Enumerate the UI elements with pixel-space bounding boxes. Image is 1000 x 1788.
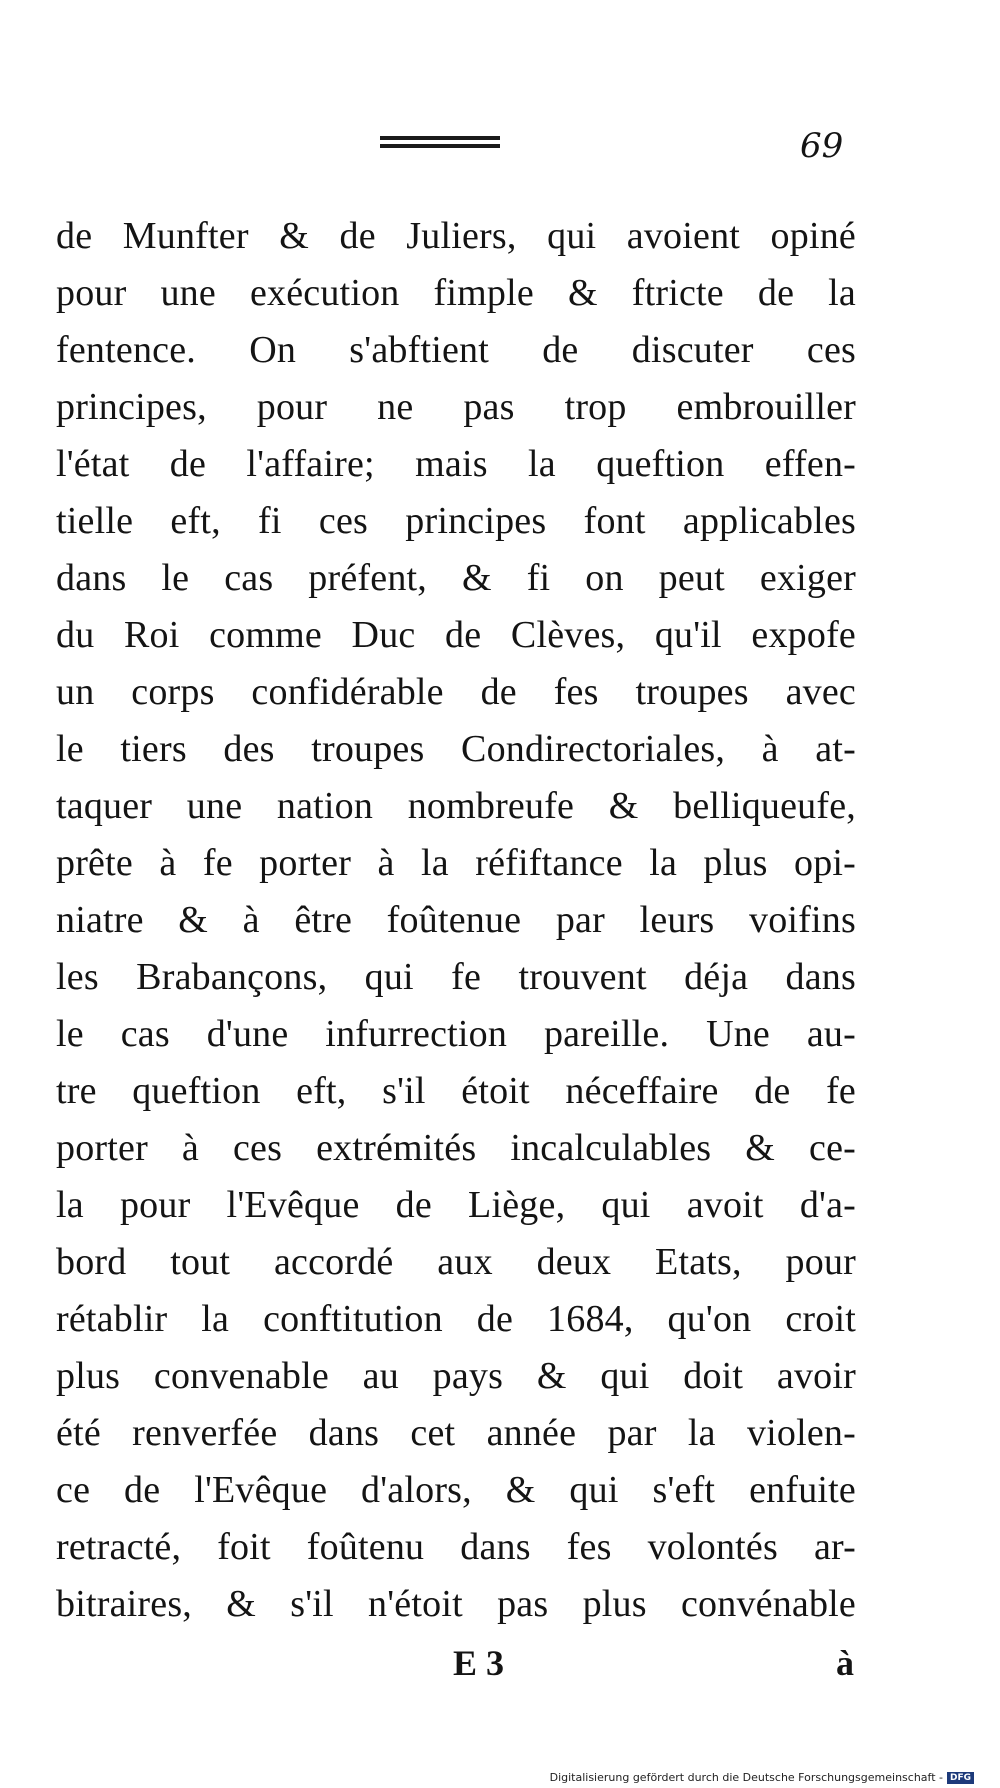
page-footer — [0, 1642, 1000, 1692]
catchword: à — [836, 1643, 854, 1683]
digitization-credit — [550, 1771, 974, 1784]
text-line: dans le cas préfent, & fi on peut exiger — [56, 557, 856, 599]
text-line: rétablir la conftitution de 1684, qu'on croit — [56, 1298, 856, 1340]
body-text — [56, 208, 856, 1633]
text-line: fentence. On s'abftient de discuter ces — [56, 329, 856, 371]
text-line: de Munfter & de Juliers, qui avoient opiné — [56, 215, 856, 257]
text-line: un corps confidérable de fes troupes avec — [56, 671, 856, 713]
text-line: le cas d'une infurrection pareille. Une au- — [56, 1013, 856, 1055]
text-line: du Roi comme Duc de Clèves, qu'il expofe — [56, 614, 856, 656]
text-line: plus convenable au pays & qui doit avoir — [56, 1355, 856, 1397]
text-line: porter à ces extrémités incalculables & ce- — [56, 1127, 856, 1169]
text-line: taquer une nation nombreufe & belliqueufe, — [56, 785, 856, 827]
text-line: ce de l'Evêque d'alors, & qui s'eft enfuite — [56, 1469, 856, 1511]
signature-mark: E 3 — [453, 1643, 505, 1683]
text-line: prête à fe porter à la réfiftance la plus opi- — [56, 842, 856, 884]
page-number: 69 — [800, 126, 844, 166]
text-line: les Brabançons, qui fe trouvent déja dans — [56, 956, 856, 998]
header-ornament-rule — [380, 136, 500, 152]
funding-note-text: Digitalisierung gefördert durch die Deutsche Forschungsgemeinschaft - — [549, 1771, 943, 1784]
text-line: retracté, foit foûtenu dans fes volontés ar- — [56, 1526, 856, 1568]
text-line: le tiers des troupes Condirectoriales, à at- — [56, 728, 856, 770]
text-line: été renverfée dans cet année par la violen- — [56, 1412, 856, 1454]
text-line: bord tout accordé aux deux Etats, pour — [56, 1241, 856, 1283]
text-line: tre queftion eft, s'il étoit néceffaire de fe — [56, 1070, 856, 1112]
text-line: niatre & à être foûtenue par leurs voifins — [56, 899, 856, 941]
dfg-logo-icon: DFG — [947, 1772, 974, 1784]
text-line: pour une exécution fimple & ftricte de la — [56, 272, 856, 314]
text-line: principes, pour ne pas trop embrouiller — [56, 386, 856, 428]
text-line: la pour l'Evêque de Liège, qui avoit d'a- — [56, 1184, 856, 1226]
text-line: tielle eft, fi ces principes font applicables — [56, 500, 856, 542]
text-line: l'état de l'affaire; mais la queftion effen- — [56, 443, 856, 485]
text-line: bitraires, & s'il n'étoit pas plus convénable — [56, 1583, 856, 1625]
